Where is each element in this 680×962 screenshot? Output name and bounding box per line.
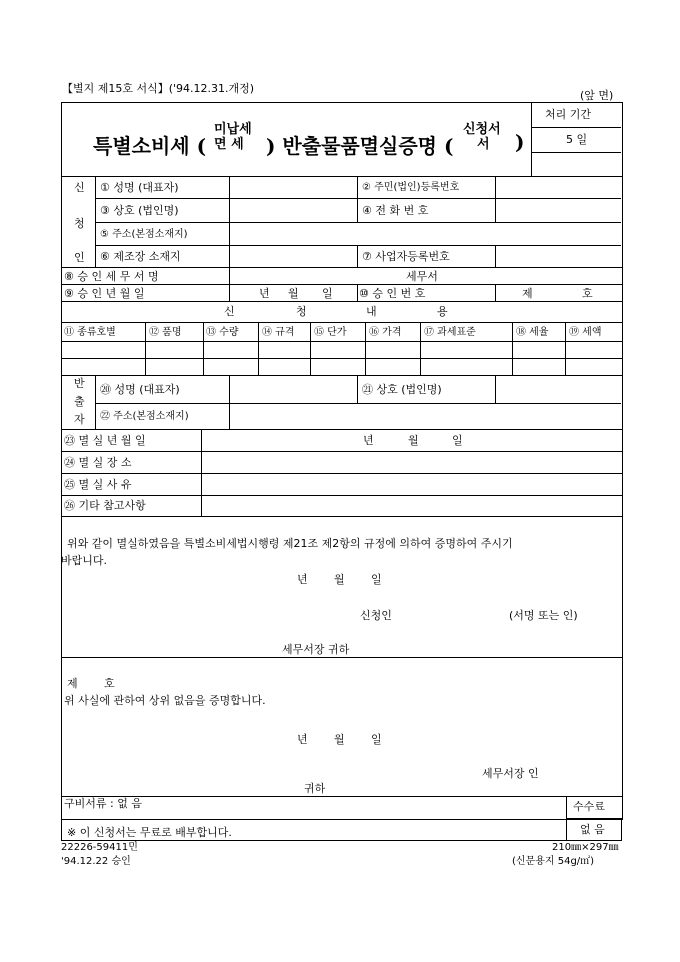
other-notes-label: ㉖ 기타 참고사항 [64, 499, 146, 512]
title-option-unpaid: 미납세 [214, 122, 252, 137]
certificate-month: 월 [334, 733, 345, 746]
shipper-name-field[interactable] [230, 376, 356, 402]
certificate-official: 세무서장 인 [482, 767, 539, 780]
applicant-side-char-3: 인 [74, 251, 85, 264]
col-spec: ⑭ 규격 [262, 327, 295, 338]
applicant-address-label: ⑤ 주소(본점소재지) [100, 229, 188, 240]
certificate-no-suffix: 호 [104, 677, 115, 690]
declaration-text-2: 바랍니다. [61, 554, 108, 567]
applicant-phone-label: ④ 전 화 번 호 [362, 204, 429, 217]
title-option-form: 서 [477, 137, 490, 152]
approval-office-field[interactable] [230, 268, 400, 283]
declaration-signature: (서명 또는 인) [509, 609, 578, 622]
col-quantity: ⑬ 수량 [206, 327, 239, 338]
loss-place-field[interactable] [202, 452, 620, 472]
loss-date-year: 년 [363, 434, 374, 447]
approval-office-suffix: 세무서 [406, 270, 438, 283]
certificate-text: 위 사실에 관하여 상위 없음을 증명합니다. [64, 694, 266, 707]
form-code: 22226-59411민 [61, 842, 138, 853]
form-reference: 【별지 제15호 서식】('94.12.31.개정) [62, 82, 255, 95]
applicant-company-field[interactable] [230, 199, 356, 221]
approval-date-day: 일 [322, 287, 333, 300]
declaration-day: 일 [371, 573, 382, 586]
request-title-char-4: 용 [437, 305, 448, 318]
factory-location-field[interactable] [230, 246, 356, 266]
col-tax-base: ⑰ 과세표준 [424, 327, 476, 338]
request-title-char-1: 신 [224, 305, 235, 318]
request-row-1[interactable] [62, 342, 621, 357]
col-category: ⑪ 종류호별 [64, 327, 116, 338]
shipper-side-char-3: 자 [74, 413, 85, 426]
loss-date-day: 일 [452, 434, 463, 447]
shipper-side-char-1: 반 [74, 377, 85, 390]
declaration-addressee: 세무서장 귀하 [282, 643, 350, 656]
processing-period-label: 처리 기간 [545, 108, 592, 121]
declaration-month: 월 [334, 573, 345, 586]
loss-reason-label: ㉕ 멸 실 사 유 [64, 478, 132, 491]
approval-date-label: ⑨ 승 인 년 월 일 [64, 287, 145, 300]
certificate-year: 년 [297, 733, 308, 746]
fee-value: 없 음 [580, 823, 605, 836]
applicant-side-char-2: 청 [74, 217, 85, 230]
shipper-company-label: ㉑ 상호 (법인명) [362, 383, 442, 396]
shipper-name-label: ⑳ 성명 (대표자) [100, 383, 180, 396]
shipper-address-label: ㉒ 주소(본점소재지) [100, 411, 189, 422]
approval-office-label: ⑧ 승 인 세 무 서 명 [64, 270, 159, 283]
page-side: (앞 면) [580, 89, 614, 102]
title-option-application: 신청서 [463, 122, 501, 137]
applicant-name-field[interactable] [230, 177, 356, 197]
fee-label: 수수료 [573, 800, 605, 813]
declaration-year: 년 [297, 573, 308, 586]
applicant-side-char-1: 신 [74, 181, 85, 194]
certificate-day: 일 [371, 733, 382, 746]
approval-number-suffix: 호 [582, 287, 593, 300]
approval-stamp: '94.12.22 승인 [61, 856, 131, 867]
col-tax-amount: ⑲ 세액 [569, 327, 602, 338]
applicant-phone-field[interactable] [496, 199, 620, 221]
loss-date-month: 월 [408, 434, 419, 447]
title-option-exempt: 면 세 [214, 137, 244, 152]
col-unit-price: ⑮ 단가 [314, 327, 347, 338]
paper-size: 210㎜×297㎜ [552, 842, 619, 853]
title-middle: ) 반출물품멸실증명 ( [266, 134, 454, 158]
applicant-company-label: ③ 상호 (법인명) [100, 204, 179, 217]
other-notes-field[interactable] [202, 496, 620, 515]
declaration-applicant-label: 신청인 [360, 609, 392, 622]
request-title-char-3: 내 [366, 305, 377, 318]
applicant-id-label: ② 주민(법인)등록번호 [362, 182, 460, 193]
request-row-2[interactable] [62, 359, 621, 374]
declaration-applicant-field[interactable] [400, 605, 500, 625]
shipper-side-char-2: 출 [74, 395, 85, 408]
processing-period-value: 5 일 [566, 133, 588, 146]
loss-reason-field[interactable] [202, 474, 620, 494]
approval-number-prefix: 제 [522, 287, 533, 300]
paper-type: (신문용지 54g/㎡) [512, 856, 595, 867]
shipper-company-field[interactable] [496, 376, 620, 402]
loss-date-label: ㉓ 멸 실 년 월 일 [64, 434, 146, 447]
factory-location-label: ⑥ 제조장 소재지 [100, 250, 181, 263]
shipper-address-field[interactable] [230, 404, 620, 428]
applicant-address-field[interactable] [230, 223, 620, 244]
certificate-addressee: 귀하 [304, 782, 326, 795]
title-end: ) [515, 130, 525, 154]
col-tax-rate: ⑱ 세율 [516, 327, 549, 338]
loss-place-label: ㉔ 멸 실 장 소 [64, 456, 132, 469]
certificate-no-prefix: 제 [67, 677, 78, 690]
approval-date-month: 월 [288, 287, 299, 300]
col-price: ⑯ 가격 [369, 327, 402, 338]
approval-number-label: ⑩ 승 인 번 호 [359, 287, 426, 300]
applicant-id-field[interactable] [496, 177, 620, 197]
col-item-name: ⑫ 품명 [149, 327, 182, 338]
request-title-char-2: 청 [296, 305, 307, 318]
business-number-field[interactable] [496, 246, 620, 266]
title-prefix: 특별소비세 ( [93, 134, 207, 158]
applicant-name-label: ① 성명 (대표자) [100, 181, 179, 194]
declaration-text-1: 위와 같이 멸실하였음을 특별소비세법시행령 제21조 제2항의 규정에 의하여 증명하여 주시기 [67, 537, 513, 550]
distribution-note: ※ 이 신청서는 무료로 배부합니다. [67, 826, 232, 839]
attachments: 구비서류 : 없 음 [64, 797, 142, 810]
business-number-label: ⑦ 사업자등록번호 [362, 250, 450, 263]
approval-date-year: 년 [259, 287, 270, 300]
approval-number-field[interactable] [536, 285, 578, 300]
